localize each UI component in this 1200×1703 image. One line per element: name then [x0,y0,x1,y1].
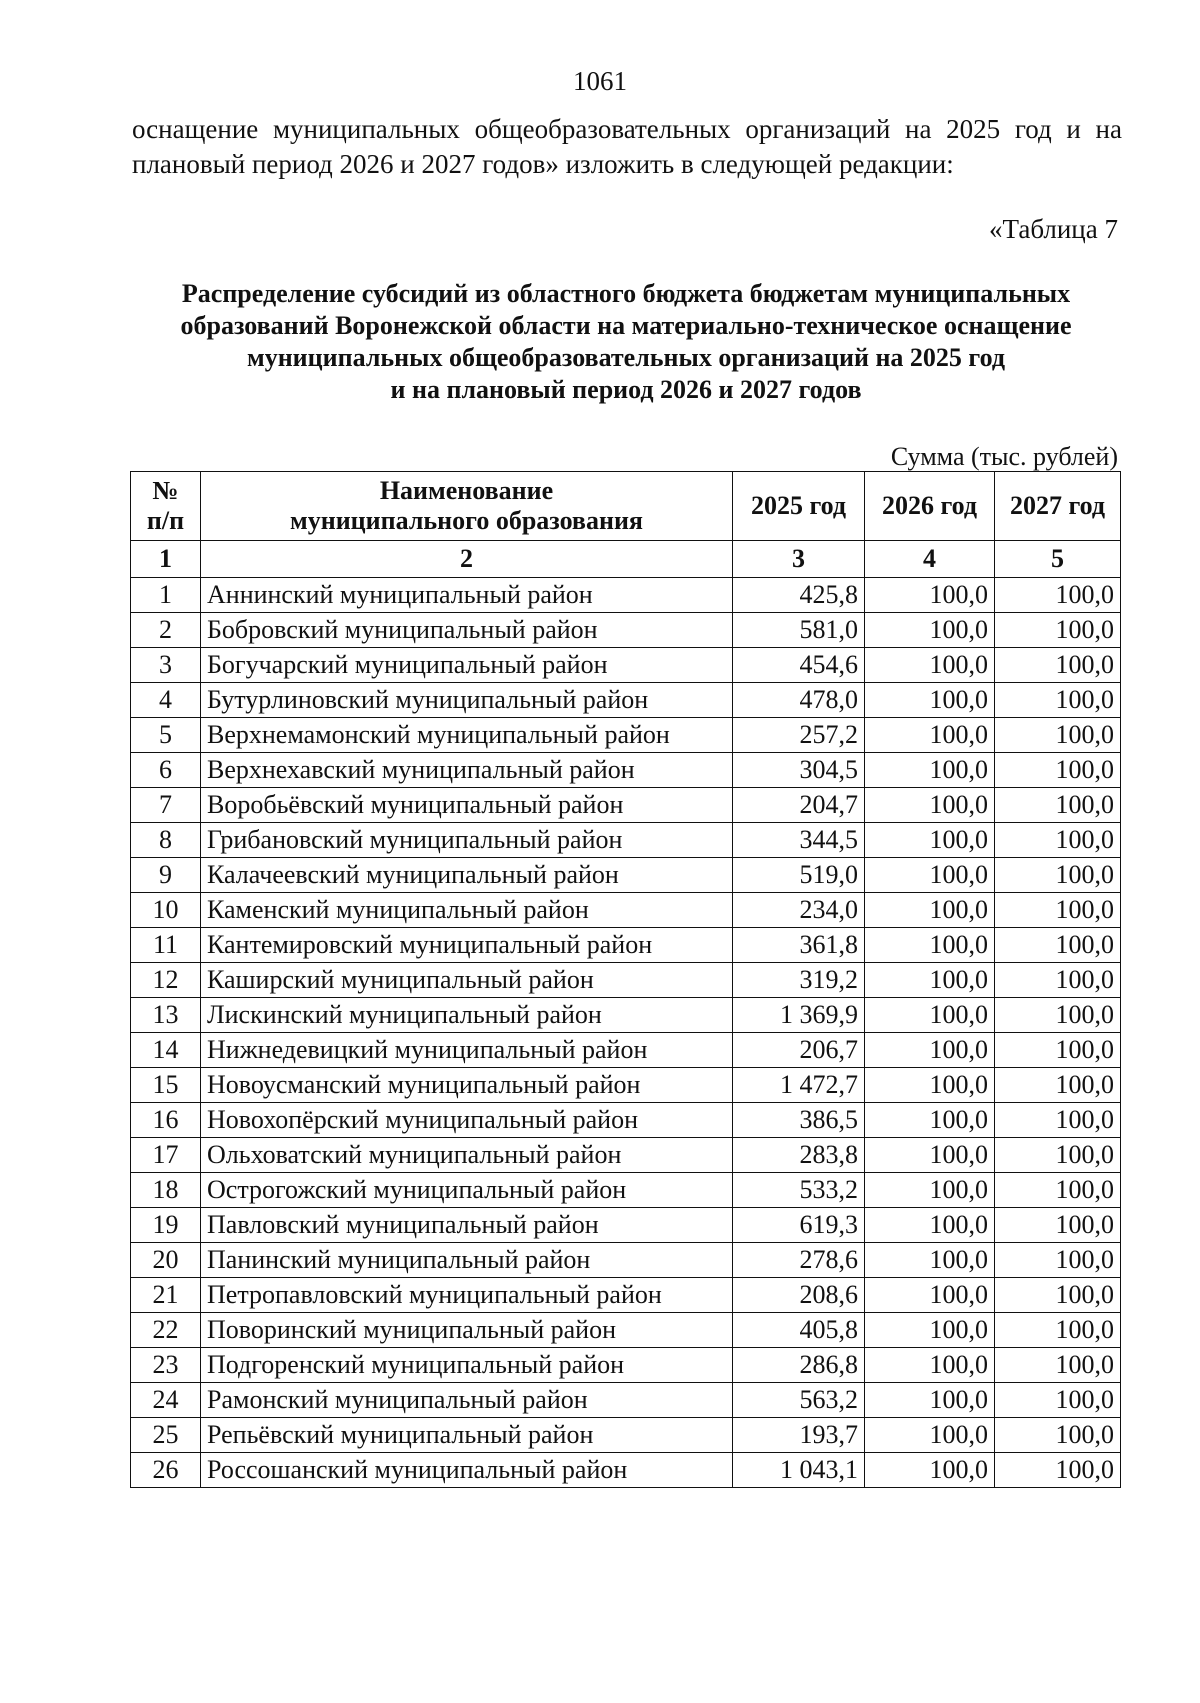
value-2026: 100,0 [865,1453,995,1488]
column-number: 4 [865,541,995,578]
value-2025: 386,5 [733,1103,865,1138]
header-number-line2: п/п [146,506,185,535]
municipality-name: Верхнемамонский муниципальный район [201,718,733,753]
value-2025: 319,2 [733,963,865,998]
value-2027: 100,0 [995,1278,1121,1313]
municipality-name: Воробьёвский муниципальный район [201,788,733,823]
value-2027: 100,0 [995,753,1121,788]
value-2027: 100,0 [995,1068,1121,1103]
value-2026: 100,0 [865,1208,995,1243]
header-2025: 2025 год [733,472,865,541]
table-row [131,998,1121,1033]
value-2025: 478,0 [733,683,865,718]
municipality-name: Ольховатский муниципальный район [201,1138,733,1173]
value-2027: 100,0 [995,1208,1121,1243]
value-2026: 100,0 [865,753,995,788]
header-number-line1: № [152,476,179,505]
value-2026: 100,0 [865,1348,995,1383]
value-2026: 100,0 [865,963,995,998]
row-number: 7 [131,788,201,823]
value-2025: 286,8 [733,1348,865,1383]
value-2026: 100,0 [865,613,995,648]
column-number: 2 [201,541,733,578]
value-2025: 304,5 [733,753,865,788]
value-2025: 193,7 [733,1418,865,1453]
value-2025: 1 369,9 [733,998,865,1033]
municipality-name: Бутурлиновский муниципальный район [201,683,733,718]
municipality-name: Грибановский муниципальный район [201,823,733,858]
column-number-row [131,541,1121,578]
municipality-name: Панинский муниципальный район [201,1243,733,1278]
municipality-name: Новохопёрский муниципальный район [201,1103,733,1138]
value-2026: 100,0 [865,1033,995,1068]
value-2026: 100,0 [865,823,995,858]
row-number: 12 [131,963,201,998]
value-2027: 100,0 [995,788,1121,823]
value-2025: 519,0 [733,858,865,893]
value-2026: 100,0 [865,1383,995,1418]
table-row [131,1348,1121,1383]
value-2027: 100,0 [995,858,1121,893]
row-number: 17 [131,1138,201,1173]
value-2027: 100,0 [995,1033,1121,1068]
municipality-name: Россошанский муниципальный район [201,1453,733,1488]
value-2027: 100,0 [995,1103,1121,1138]
row-number: 26 [131,1453,201,1488]
row-number: 8 [131,823,201,858]
value-2027: 100,0 [995,683,1121,718]
value-2026: 100,0 [865,1138,995,1173]
table-row [131,1453,1121,1488]
value-2027: 100,0 [995,998,1121,1033]
value-2025: 204,7 [733,788,865,823]
page-number: 1061 [573,66,627,96]
value-2026: 100,0 [865,1173,995,1208]
value-2027: 100,0 [995,1243,1121,1278]
value-2027: 100,0 [995,613,1121,648]
row-number: 18 [131,1173,201,1208]
municipality-name: Поворинский муниципальный район [201,1313,733,1348]
value-2025: 454,6 [733,648,865,683]
municipality-name: Каменский муниципальный район [201,893,733,928]
table-row [131,1173,1121,1208]
municipality-name: Верхнехавский муниципальный район [201,753,733,788]
value-2026: 100,0 [865,718,995,753]
row-number: 22 [131,1313,201,1348]
value-2027: 100,0 [995,823,1121,858]
municipality-name: Нижнедевицкий муниципальный район [201,1033,733,1068]
table-title-line: образований Воронежской области на материально-техническое оснащение [180,311,1072,340]
table-row [131,1278,1121,1313]
table-row [131,1418,1121,1453]
header-2027: 2027 год [995,472,1121,541]
table-row [131,753,1121,788]
municipality-name: Богучарский муниципальный район [201,648,733,683]
municipality-name: Острогожский муниципальный район [201,1173,733,1208]
table-row [131,788,1121,823]
value-2027: 100,0 [995,718,1121,753]
row-number: 20 [131,1243,201,1278]
column-number: 5 [995,541,1121,578]
value-2027: 100,0 [995,1173,1121,1208]
value-2026: 100,0 [865,858,995,893]
row-number: 4 [131,683,201,718]
value-2026: 100,0 [865,1068,995,1103]
value-2027: 100,0 [995,1418,1121,1453]
value-2027: 100,0 [995,1313,1121,1348]
value-2026: 100,0 [865,1278,995,1313]
subsidy-table [130,471,1121,1488]
value-2025: 234,0 [733,893,865,928]
table-row [131,1033,1121,1068]
row-number: 24 [131,1383,201,1418]
units-label: Сумма (тыс. рублей) [890,442,1118,471]
table-row [131,613,1121,648]
value-2027: 100,0 [995,648,1121,683]
municipality-name: Лискинский муниципальный район [201,998,733,1033]
value-2026: 100,0 [865,893,995,928]
table-row [131,858,1121,893]
table-title-line: Распределение субсидий из областного бюджета бюджетам муниципальных [181,279,1071,308]
column-number: 3 [733,541,865,578]
value-2026: 100,0 [865,1418,995,1453]
row-number: 19 [131,1208,201,1243]
value-2026: 100,0 [865,578,995,613]
value-2025: 206,7 [733,1033,865,1068]
row-number: 10 [131,893,201,928]
table-row [131,1103,1121,1138]
value-2026: 100,0 [865,1313,995,1348]
row-number: 16 [131,1103,201,1138]
value-2025: 1 472,7 [733,1068,865,1103]
table-title [110,278,1142,406]
value-2027: 100,0 [995,578,1121,613]
table-row [131,928,1121,963]
value-2027: 100,0 [995,1453,1121,1488]
value-2025: 619,3 [733,1208,865,1243]
row-number: 14 [131,1033,201,1068]
value-2025: 278,6 [733,1243,865,1278]
municipality-name: Кантемировский муниципальный район [201,928,733,963]
table-header-row [131,472,1121,541]
table-title-line: и на плановый период 2026 и 2027 годов [390,375,862,404]
row-number: 11 [131,928,201,963]
municipality-name: Петропавловский муниципальный район [201,1278,733,1313]
header-name-line2: муниципального образования [290,506,643,535]
row-number: 3 [131,648,201,683]
row-number: 23 [131,1348,201,1383]
municipality-name: Аннинский муниципальный район [201,578,733,613]
table-row [131,1208,1121,1243]
table-row [131,963,1121,998]
table-row [131,1383,1121,1418]
table-title-line: муниципальных общеобразовательных организаций на 2025 год [246,343,1005,372]
row-number: 2 [131,613,201,648]
value-2027: 100,0 [995,893,1121,928]
value-2025: 283,8 [733,1138,865,1173]
municipality-name: Калачеевский муниципальный район [201,858,733,893]
value-2025: 563,2 [733,1383,865,1418]
table-row [131,1243,1121,1278]
value-2025: 257,2 [733,718,865,753]
table-label: «Таблица 7 [989,214,1118,244]
value-2026: 100,0 [865,683,995,718]
municipality-name: Подгоренский муниципальный район [201,1348,733,1383]
municipality-name: Бобровский муниципальный район [201,613,733,648]
row-number: 15 [131,1068,201,1103]
value-2025: 533,2 [733,1173,865,1208]
table-row [131,823,1121,858]
table-body [131,578,1121,1488]
intro-paragraph: оснащение муниципальных общеобразовательных организаций на 2025 год и на плановый период 2026 и 2027 годов» изложить в следующей редакции: [132,114,1122,179]
row-number: 9 [131,858,201,893]
value-2027: 100,0 [995,1348,1121,1383]
municipality-name: Рамонский муниципальный район [201,1383,733,1418]
value-2026: 100,0 [865,788,995,823]
value-2027: 100,0 [995,928,1121,963]
value-2026: 100,0 [865,1103,995,1138]
header-2026: 2026 год [865,472,995,541]
value-2025: 581,0 [733,613,865,648]
value-2025: 405,8 [733,1313,865,1348]
value-2027: 100,0 [995,1138,1121,1173]
municipality-name: Каширский муниципальный район [201,963,733,998]
column-number: 1 [131,541,201,578]
value-2027: 100,0 [995,1383,1121,1418]
table-row [131,1068,1121,1103]
table-row [131,1138,1121,1173]
header-name-line1: Наименование [379,476,554,505]
table-row [131,648,1121,683]
header-name [201,472,733,541]
value-2026: 100,0 [865,998,995,1033]
table-row [131,718,1121,753]
table-row [131,578,1121,613]
value-2025: 361,8 [733,928,865,963]
value-2026: 100,0 [865,648,995,683]
value-2025: 425,8 [733,578,865,613]
value-2027: 100,0 [995,963,1121,998]
municipality-name: Павловский муниципальный район [201,1208,733,1243]
row-number: 1 [131,578,201,613]
table-row [131,683,1121,718]
header-number [131,472,201,541]
row-number: 5 [131,718,201,753]
row-number: 6 [131,753,201,788]
table-row [131,1313,1121,1348]
value-2025: 344,5 [733,823,865,858]
value-2026: 100,0 [865,928,995,963]
value-2025: 208,6 [733,1278,865,1313]
row-number: 25 [131,1418,201,1453]
value-2026: 100,0 [865,1243,995,1278]
municipality-name: Новоусманский муниципальный район [201,1068,733,1103]
table-row [131,893,1121,928]
municipality-name: Репьёвский муниципальный район [201,1418,733,1453]
row-number: 21 [131,1278,201,1313]
row-number: 13 [131,998,201,1033]
value-2025: 1 043,1 [733,1453,865,1488]
